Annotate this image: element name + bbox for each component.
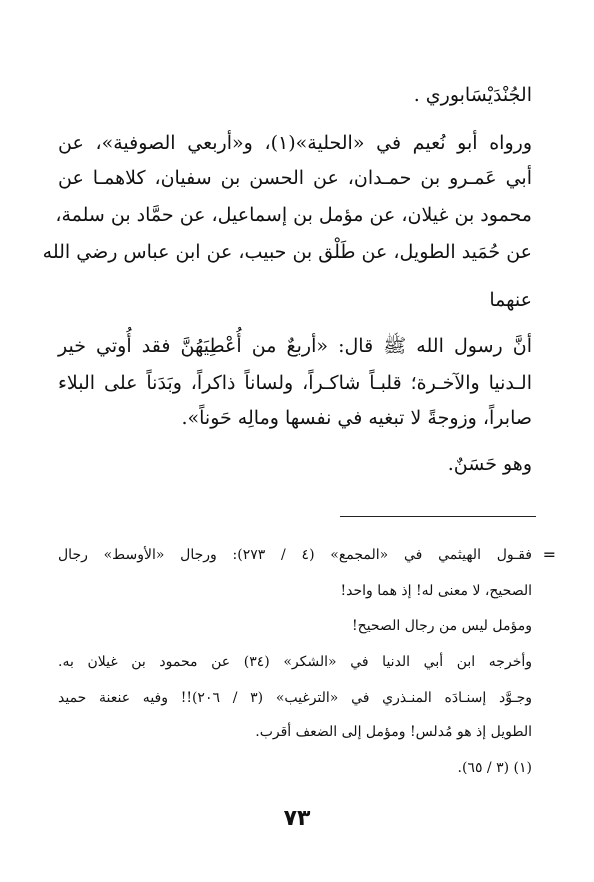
footnote-line: الصحيح، لا معنى له! إذ هما واحد!	[340, 583, 532, 599]
footnote-continuation-marker: =	[542, 545, 556, 564]
body-line: محمود بن غيلان، عن مؤمل بن إسماعيل، عن حمَّاد بن سلمة،	[55, 204, 532, 226]
body-line: الـدنيا والآخـرة؛ قلبـاً شاكـراً، ولساناً ذاكراً، وبَدَناً على البلاء	[58, 372, 532, 394]
body-line: صابراً، وزوجةً لا تبغيه في نفسها ومالِه حَوناً».	[181, 407, 532, 429]
footnote-line: ومؤمل ليس من رجال الصحيح!	[352, 618, 532, 634]
body-line: الجُنْدَيْسَابوري .	[413, 84, 532, 106]
body-line: وهو حَسَنٌ.	[447, 453, 532, 475]
page-number: ٧٣	[283, 806, 311, 831]
footnote-line: وأخرجه ابن أبي الدنيا في «الشكر» (٣٤) عن محمود بن غيلان به.	[58, 654, 532, 670]
body-line: عنهما	[489, 289, 532, 311]
body-line: عن حُمَيد الطويل، عن طَلْق بن حبيب، عن ابن عباس رضي الله	[42, 241, 532, 263]
footnote-divider	[340, 516, 536, 517]
footnote-line: وجـوَّد إسنـادَه المنـذري في «الترغيب» (٣ / ٢٠٦)!! وفيه عنعنة حميد	[58, 690, 532, 706]
footnote-line: (١) (٣ / ٦٥).	[457, 760, 532, 776]
body-line: ورواه أبو نُعيم في «الحلية»(١)، و«أربعي الصوفية»، عن	[58, 132, 532, 154]
footnote-line: الطويل إذ هو مُدلس! ومؤمل إلى الضعف أقرب.	[255, 724, 532, 740]
footnote-line: فقـول الهيثمي في «المجمع» (٤ / ٢٧٣): ورجال «الأوسط» رجال	[58, 547, 532, 563]
body-line: أنَّ رسول الله ﷺ قال: «أربعٌ من أُعْطِيَهُنَّ فقد أُوتي خير	[58, 335, 532, 357]
body-line: أبي عَمـرو بن حمـدان، عن الحسن بن سفيان، كلاهمـا عن	[58, 167, 532, 189]
